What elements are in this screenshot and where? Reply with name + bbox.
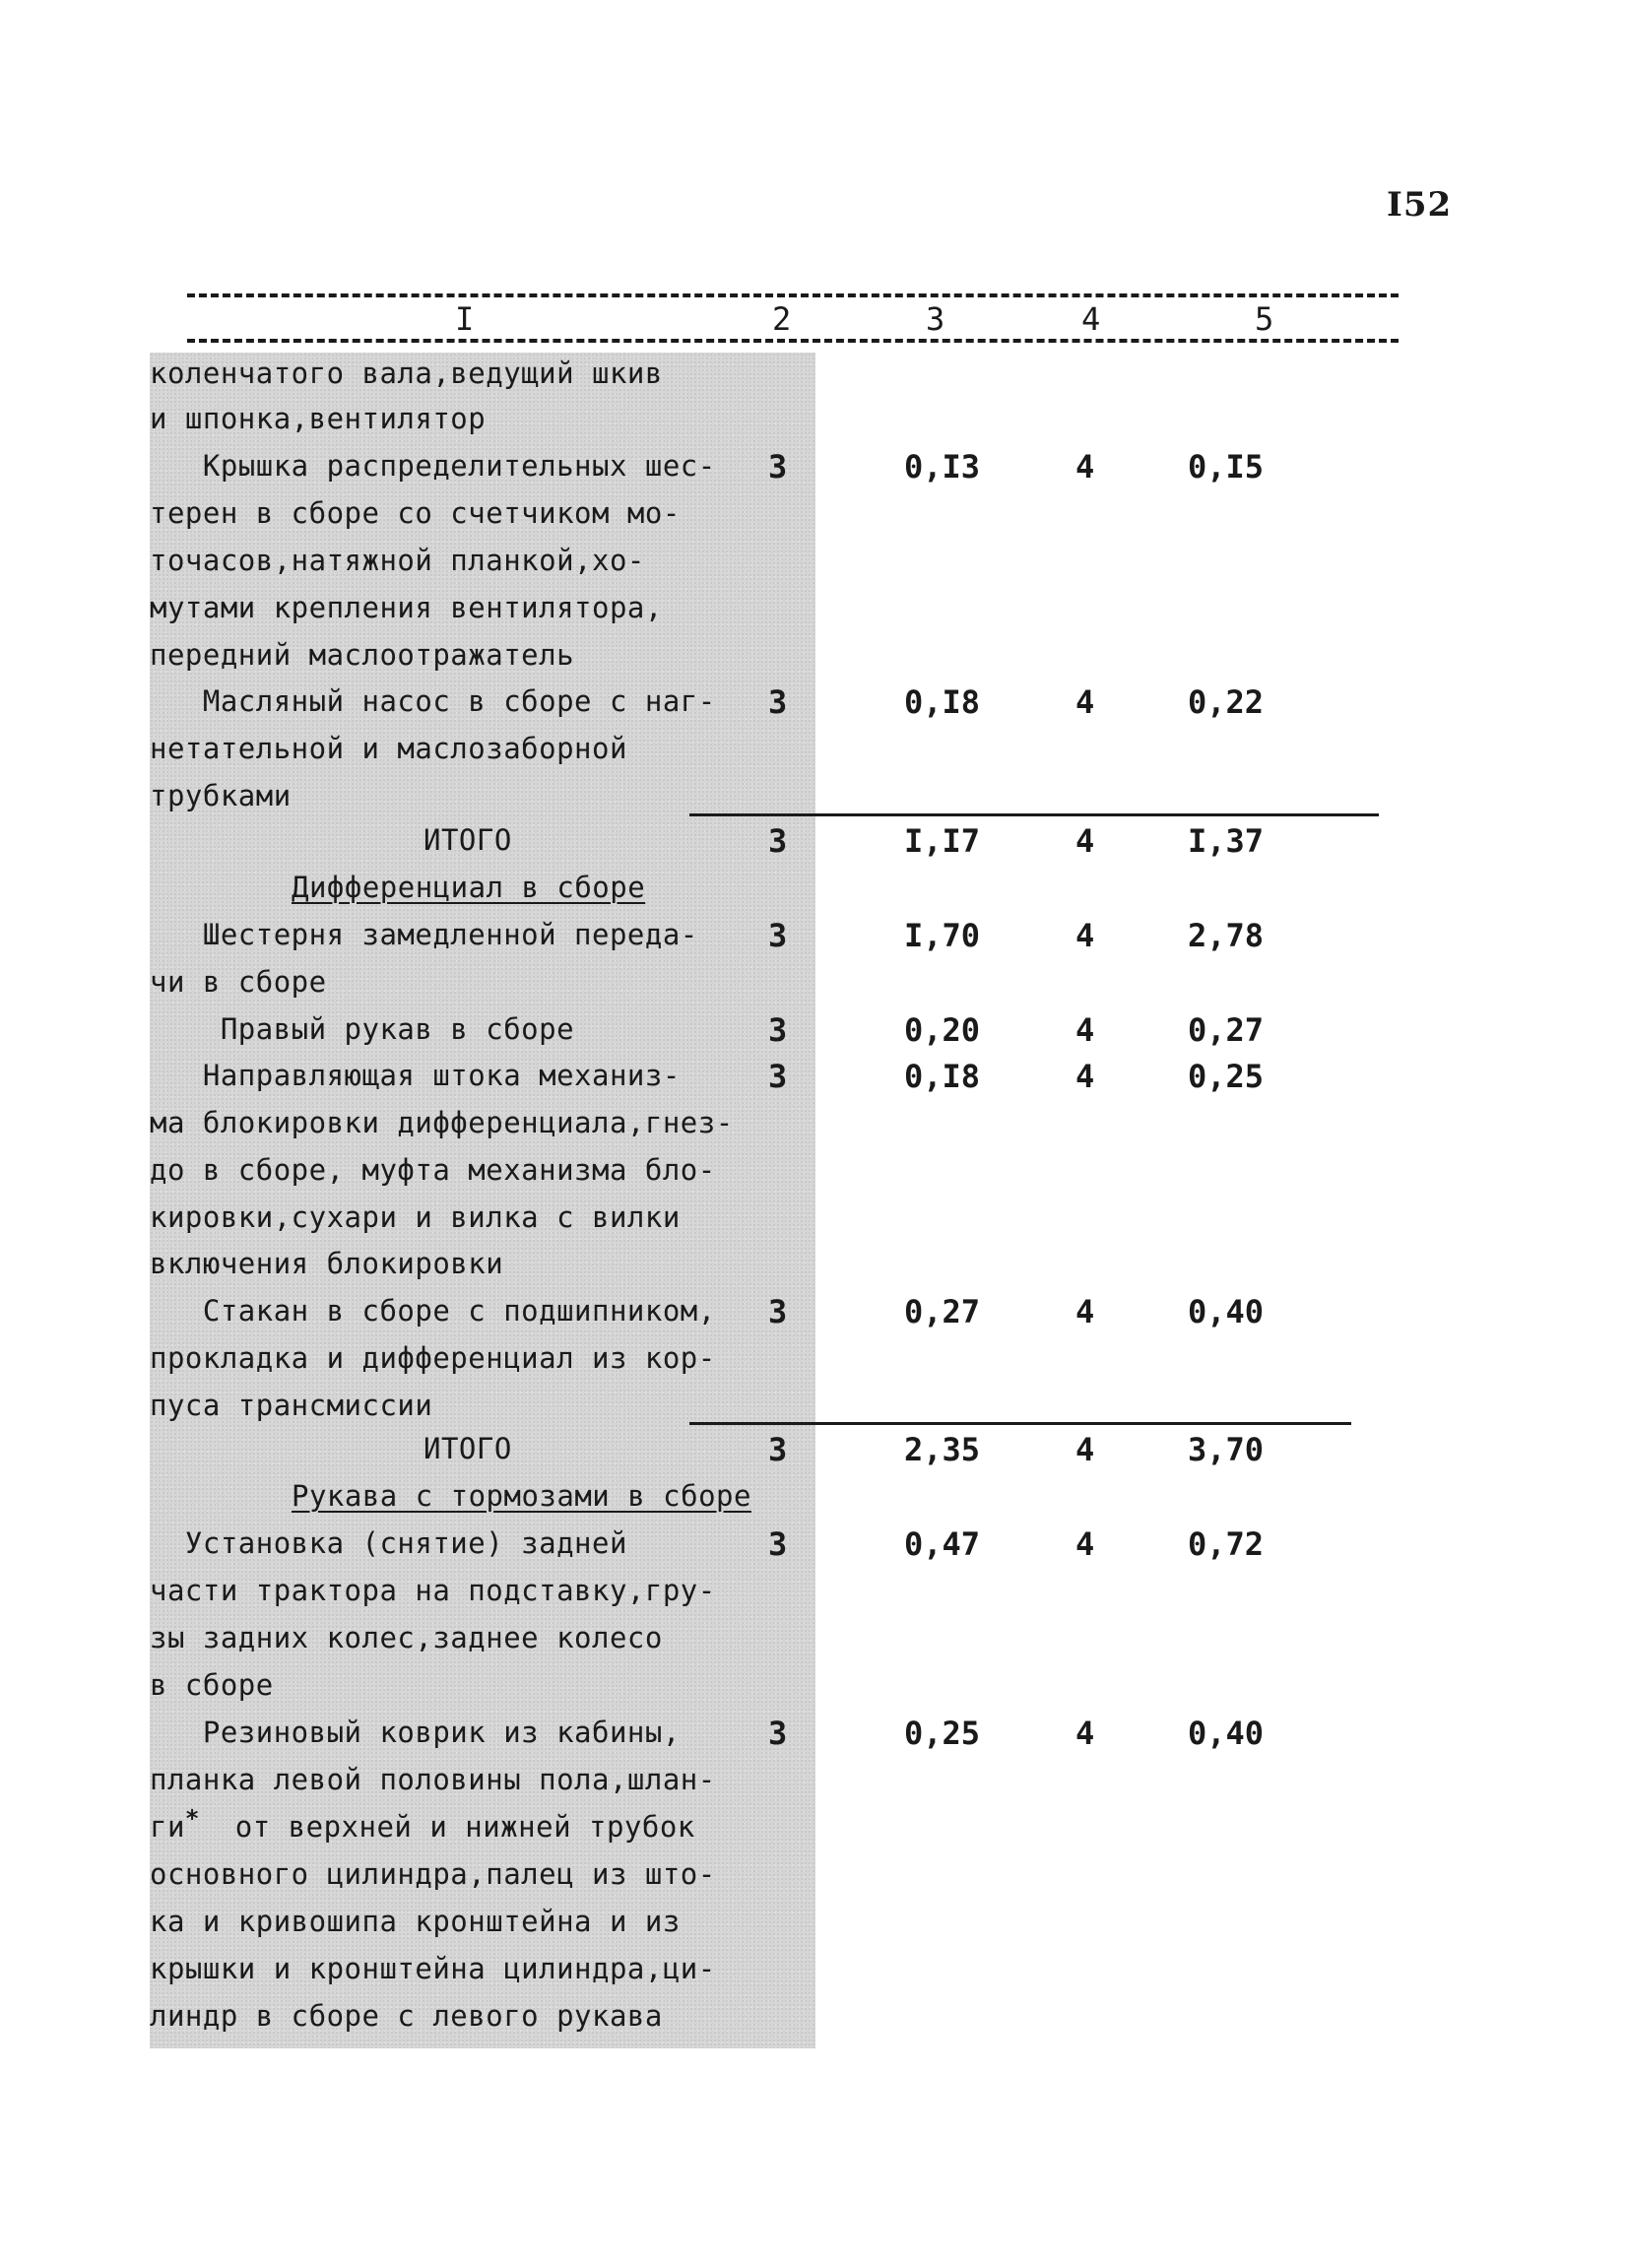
cell-col-5: 0,25 — [1188, 1058, 1265, 1095]
desc-line: Резиновый коврик из кабины, — [150, 1716, 681, 1749]
desc-line: до в сборе, муфта механизма бло- — [150, 1153, 716, 1187]
cell-col-2: 3 — [768, 1058, 788, 1095]
cell-col-2: 3 — [768, 917, 788, 954]
desc-line: Шестерня замедленной переда- — [150, 918, 698, 951]
desc-line: прокладка и дифференциал из кор- — [150, 1341, 716, 1375]
desc-line: терен в сборе со счетчиком мо- — [150, 496, 681, 530]
page-number: I52 — [1387, 185, 1453, 225]
cell-col-4: 4 — [1075, 448, 1095, 486]
desc-line: включения блокировки — [150, 1247, 504, 1280]
cell-col-4: 4 — [1075, 1525, 1095, 1563]
cell-col-5: 0,27 — [1188, 1011, 1265, 1049]
cell-col-4: 4 — [1075, 1431, 1095, 1468]
cell-col-3: 0,27 — [904, 1293, 981, 1330]
desc-fragment: от верхней и нижней трубок — [199, 1810, 695, 1844]
desc-line: чи в сборе — [150, 965, 327, 999]
cell-col-2: 3 — [768, 1525, 788, 1563]
cell-col-5: 0,72 — [1188, 1525, 1265, 1563]
header-col-3: 3 — [926, 300, 945, 338]
cell-col-4: 4 — [1075, 1058, 1095, 1095]
cell-col-2: 3 — [768, 1715, 788, 1752]
header-col-1: I — [455, 300, 475, 338]
desc-line: Установка (снятие) задней — [150, 1526, 627, 1560]
desc-line: кировки,сухари и вилка с вилки — [150, 1200, 681, 1234]
desc-line: ма блокировки дифференциала,гнез- — [150, 1106, 734, 1139]
desc-line: линдр в сборе с левого рукава — [150, 1999, 663, 2033]
cell-col-2: 3 — [768, 1431, 788, 1468]
cell-col-5: 0,I5 — [1188, 448, 1265, 486]
desc-fragment: ги — [150, 1810, 185, 1844]
header-top-dashed-rule — [187, 293, 1399, 297]
desc-line: планка левой половины пола,шлан- — [150, 1763, 716, 1796]
desc-line: пуса трансмиссии — [150, 1389, 433, 1422]
desc-line: нетательной и маслозаборной — [150, 732, 627, 765]
cell-col-3: 0,47 — [904, 1525, 981, 1563]
desc-line: в сборе — [150, 1668, 274, 1702]
cell-col-4: 4 — [1075, 1011, 1095, 1049]
footnote-asterisk: * — [184, 1804, 200, 1833]
desc-line: Стакан в сборе с подшипником, — [150, 1294, 716, 1328]
header-col-2: 2 — [772, 300, 792, 338]
desc-line: мутами крепления вентилятора, — [150, 591, 663, 624]
cell-col-5: I,37 — [1188, 822, 1265, 860]
cell-col-4: 4 — [1075, 1293, 1095, 1330]
cell-col-3: I,70 — [904, 917, 981, 954]
cell-col-4: 4 — [1075, 822, 1095, 860]
desc-line: Направляющая штока механиз- — [150, 1059, 681, 1092]
desc-line — [150, 1804, 695, 1844]
desc-line: крышки и кронштейна цилиндра,ци- — [150, 1952, 716, 1985]
cell-col-4: 4 — [1075, 917, 1095, 954]
cell-col-3: 0,I8 — [904, 683, 981, 721]
desc-line: передний маслоотражатель — [150, 638, 575, 672]
desc-line: точасов,натяжной планкой,хо- — [150, 544, 645, 577]
cell-col-4: 4 — [1075, 683, 1095, 721]
subtotal-label: ИТОГО — [423, 1432, 512, 1465]
section-heading: Дифференциал в сборе — [292, 871, 646, 904]
cell-col-3: 0,I3 — [904, 448, 981, 486]
subtotal-rule — [689, 813, 1379, 816]
desc-line: зы задних колес,заднее колесо — [150, 1621, 663, 1654]
section-heading: Рукава с тормозами в сборе — [292, 1479, 751, 1513]
header-col-4: 4 — [1081, 300, 1101, 338]
cell-col-3: 0,20 — [904, 1011, 981, 1049]
cell-col-3: 0,25 — [904, 1715, 981, 1752]
cell-col-2: 3 — [768, 448, 788, 486]
cell-col-4: 4 — [1075, 1715, 1095, 1752]
desc-line: основного цилиндра,палец из што- — [150, 1857, 716, 1891]
header-col-5: 5 — [1255, 300, 1274, 338]
desc-line: ка и кривошипа кронштейна и из — [150, 1905, 681, 1938]
desc-line: коленчатого вала,ведущий шкив — [150, 356, 663, 390]
header-bottom-dashed-rule — [187, 339, 1399, 343]
cell-col-2: 3 — [768, 683, 788, 721]
desc-line: части трактора на подставку,гру- — [150, 1574, 716, 1607]
cell-col-5: 2,78 — [1188, 917, 1265, 954]
desc-line: и шпонка,вентилятор — [150, 402, 487, 435]
cell-col-3: 0,I8 — [904, 1058, 981, 1095]
cell-col-5: 3,70 — [1188, 1431, 1265, 1468]
subtotal-rule — [689, 1422, 1351, 1425]
cell-col-5: 0,22 — [1188, 683, 1265, 721]
cell-col-3: I,I7 — [904, 822, 981, 860]
cell-col-5: 0,40 — [1188, 1715, 1265, 1752]
desc-line: трубками — [150, 779, 292, 812]
cell-col-2: 3 — [768, 1293, 788, 1330]
desc-line: Крышка распределительных шес- — [150, 449, 716, 483]
desc-line: Правый рукав в сборе — [150, 1012, 575, 1046]
subtotal-label: ИТОГО — [423, 823, 512, 857]
cell-col-2: 3 — [768, 822, 788, 860]
cell-col-3: 2,35 — [904, 1431, 981, 1468]
desc-line: Масляный насос в сборе с наг- — [150, 684, 716, 718]
cell-col-5: 0,40 — [1188, 1293, 1265, 1330]
cell-col-2: 3 — [768, 1011, 788, 1049]
